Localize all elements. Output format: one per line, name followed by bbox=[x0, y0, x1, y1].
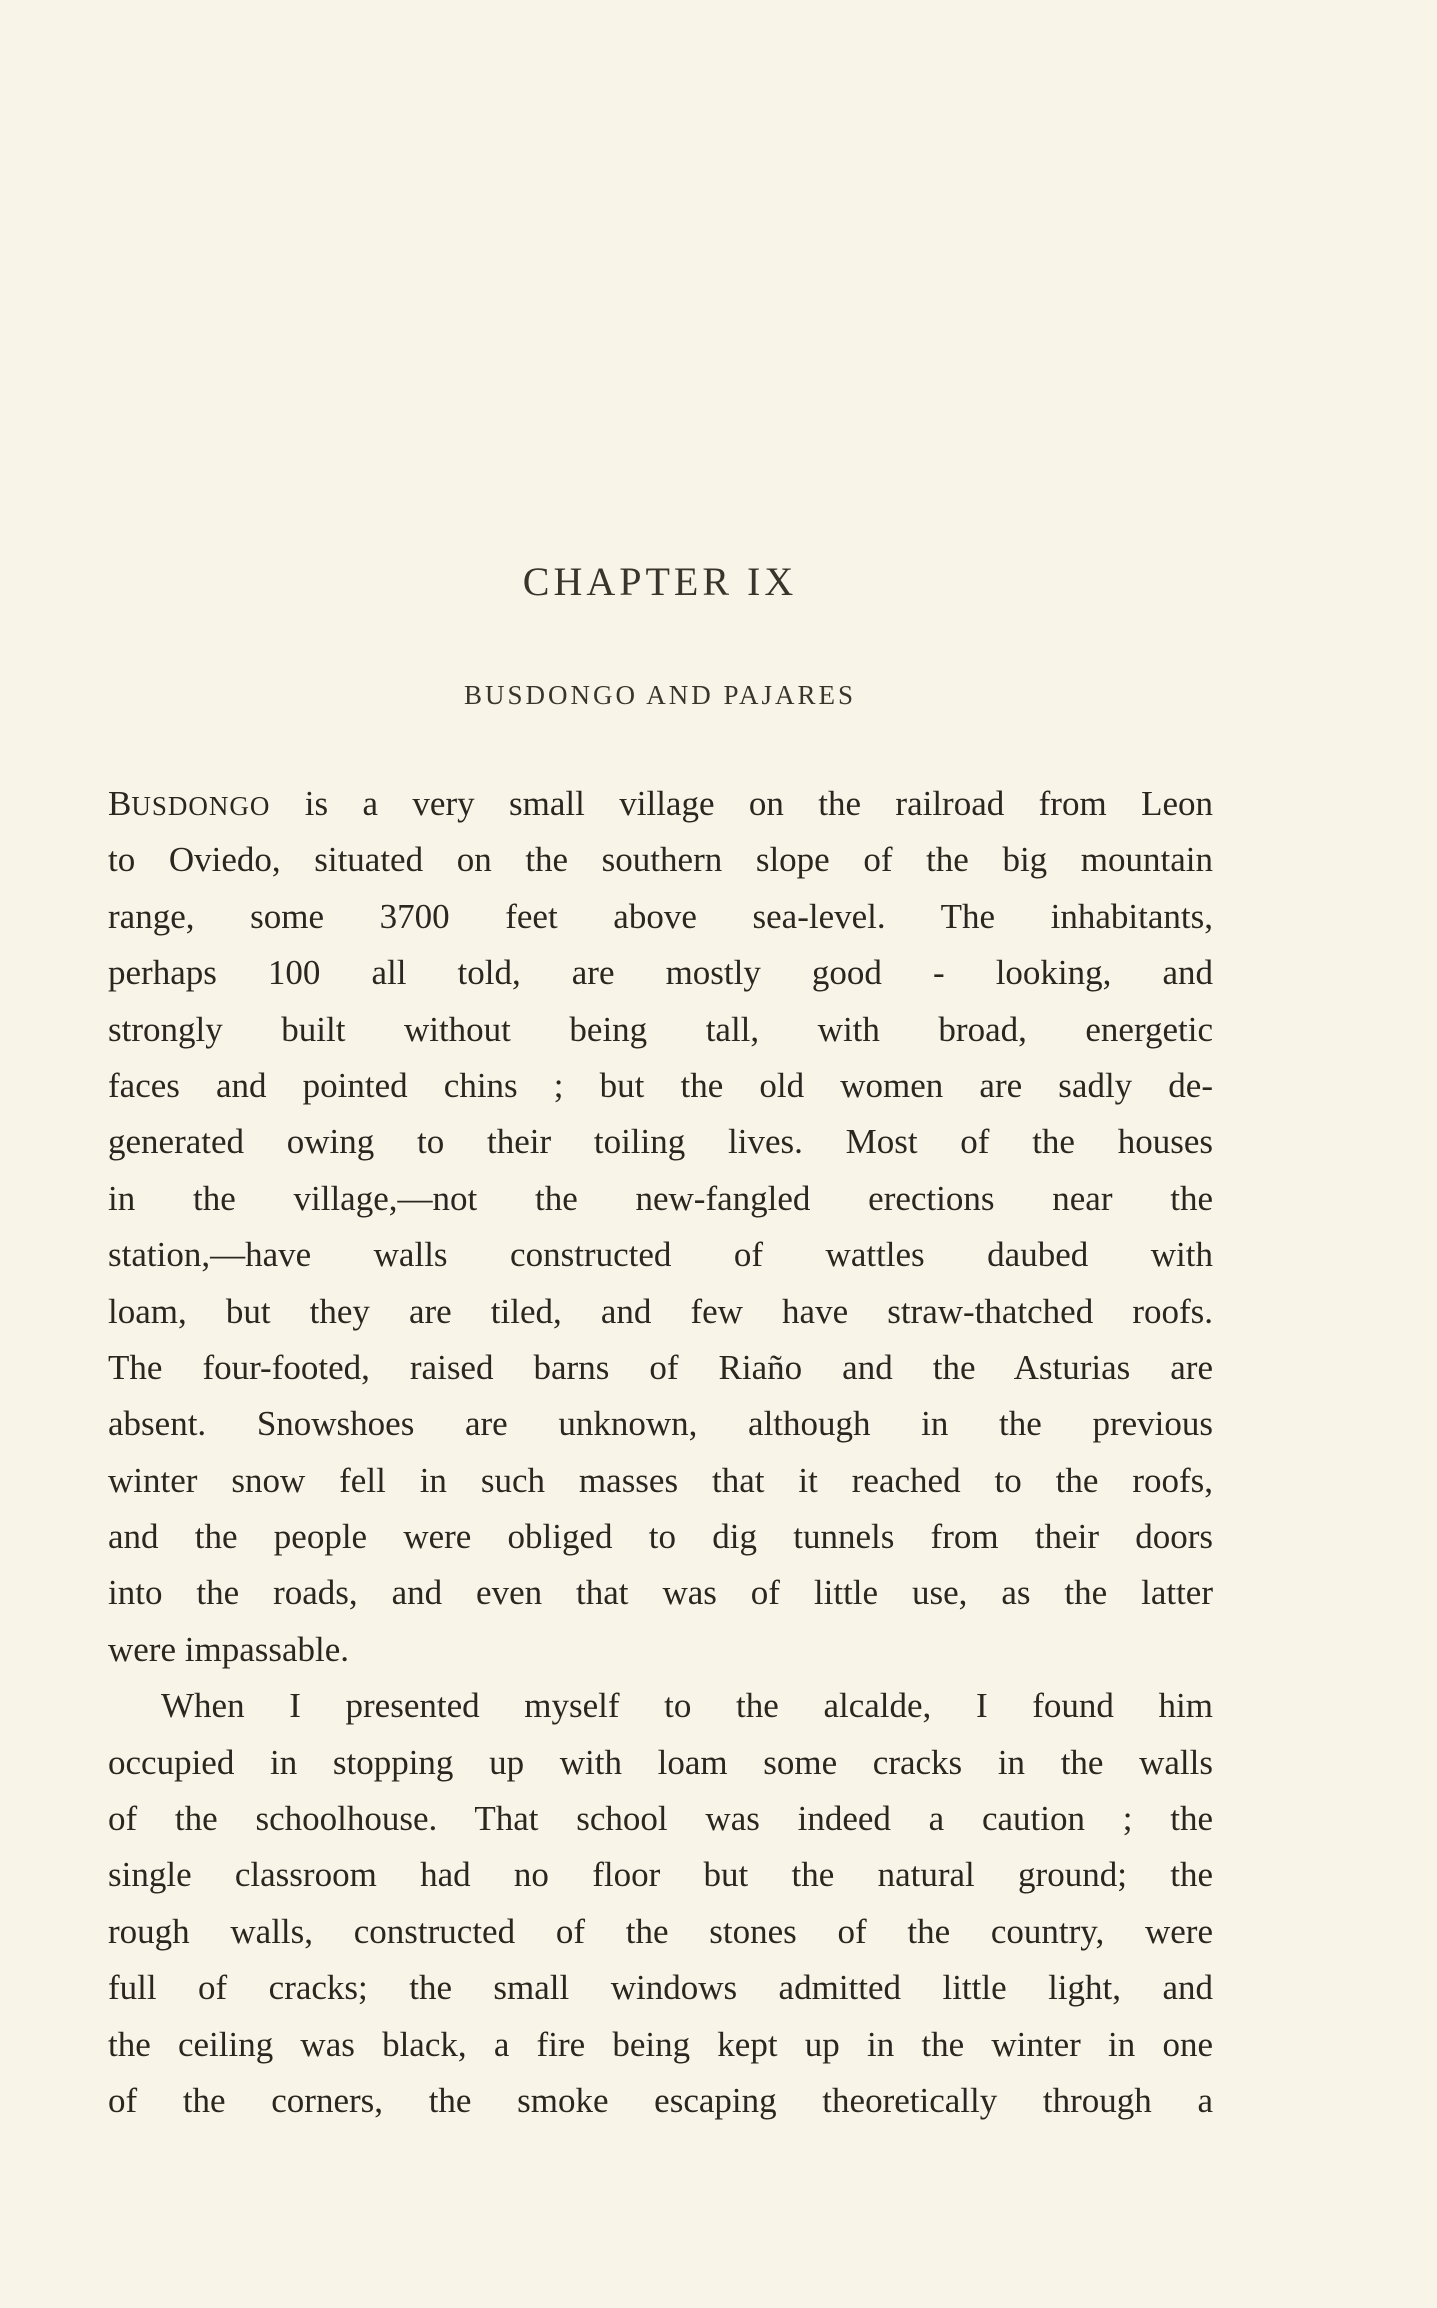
text-line: the ceiling was black, a fire being kept up in the winter in one bbox=[108, 2024, 1213, 2064]
text-line: The four-footed, raised barns of Riaño and the Asturias are bbox=[108, 1347, 1213, 1387]
text-line: loam, but they are tiled, and few have straw-thatched roofs. bbox=[108, 1291, 1213, 1331]
drop-word-rest: USDONGO bbox=[131, 791, 271, 821]
text-line-content: is a very small village on the railroad from Leon bbox=[270, 784, 1213, 823]
text-line: faces and pointed chins ; but the old women are sadly de- bbox=[108, 1065, 1213, 1105]
text-line: to Oviedo, situated on the southern slope of the big mountain bbox=[108, 840, 1213, 880]
text-line: single classroom had no floor but the natural ground; the bbox=[108, 1855, 1213, 1895]
text-line: station,—have walls constructed of wattles daubed with bbox=[108, 1235, 1213, 1275]
text-line bbox=[108, 776, 1213, 832]
text-line: absent. Snowshoes are unknown, although in the previous bbox=[108, 1404, 1213, 1444]
text-line: range, some 3700 feet above sea-level. The inhabitants, bbox=[108, 896, 1213, 936]
text-line: in the village,—not the new-fangled erections near the bbox=[108, 1178, 1213, 1218]
text-line: and the people were obliged to dig tunnels from their doors bbox=[108, 1517, 1213, 1557]
text-line: occupied in stopping up with loam some cracks in the walls bbox=[108, 1742, 1213, 1782]
text-line: into the roads, and even that was of little use, as the latter bbox=[108, 1573, 1213, 1613]
drop-word-initial: B bbox=[108, 784, 132, 823]
text-line: of the corners, the smoke escaping theoretically through a bbox=[108, 2080, 1213, 2120]
text-line: generated owing to their toiling lives. Most of the houses bbox=[108, 1122, 1213, 1162]
chapter-heading: CHAPTER IX bbox=[522, 559, 798, 604]
text-line: When I presented myself to the alcalde, I found him bbox=[161, 1686, 1213, 1726]
text-line: perhaps 100 all told, are mostly good - looking, and bbox=[108, 953, 1213, 993]
text-line: were impassable. bbox=[108, 1629, 350, 1669]
text-line: rough walls, constructed of the stones of the country, were bbox=[108, 1911, 1213, 1951]
text-line: of the schoolhouse. That school was indeed a caution ; the bbox=[108, 1799, 1213, 1839]
text-line: winter snow fell in such masses that it reached to the roofs, bbox=[108, 1460, 1213, 1500]
body-text bbox=[108, 776, 1213, 2129]
text-line: strongly built without being tall, with broad, energetic bbox=[108, 1009, 1213, 1049]
text-line: full of cracks; the small windows admitted little light, and bbox=[108, 1968, 1213, 2008]
chapter-title: BUSDONGO AND PAJARES bbox=[463, 680, 857, 710]
